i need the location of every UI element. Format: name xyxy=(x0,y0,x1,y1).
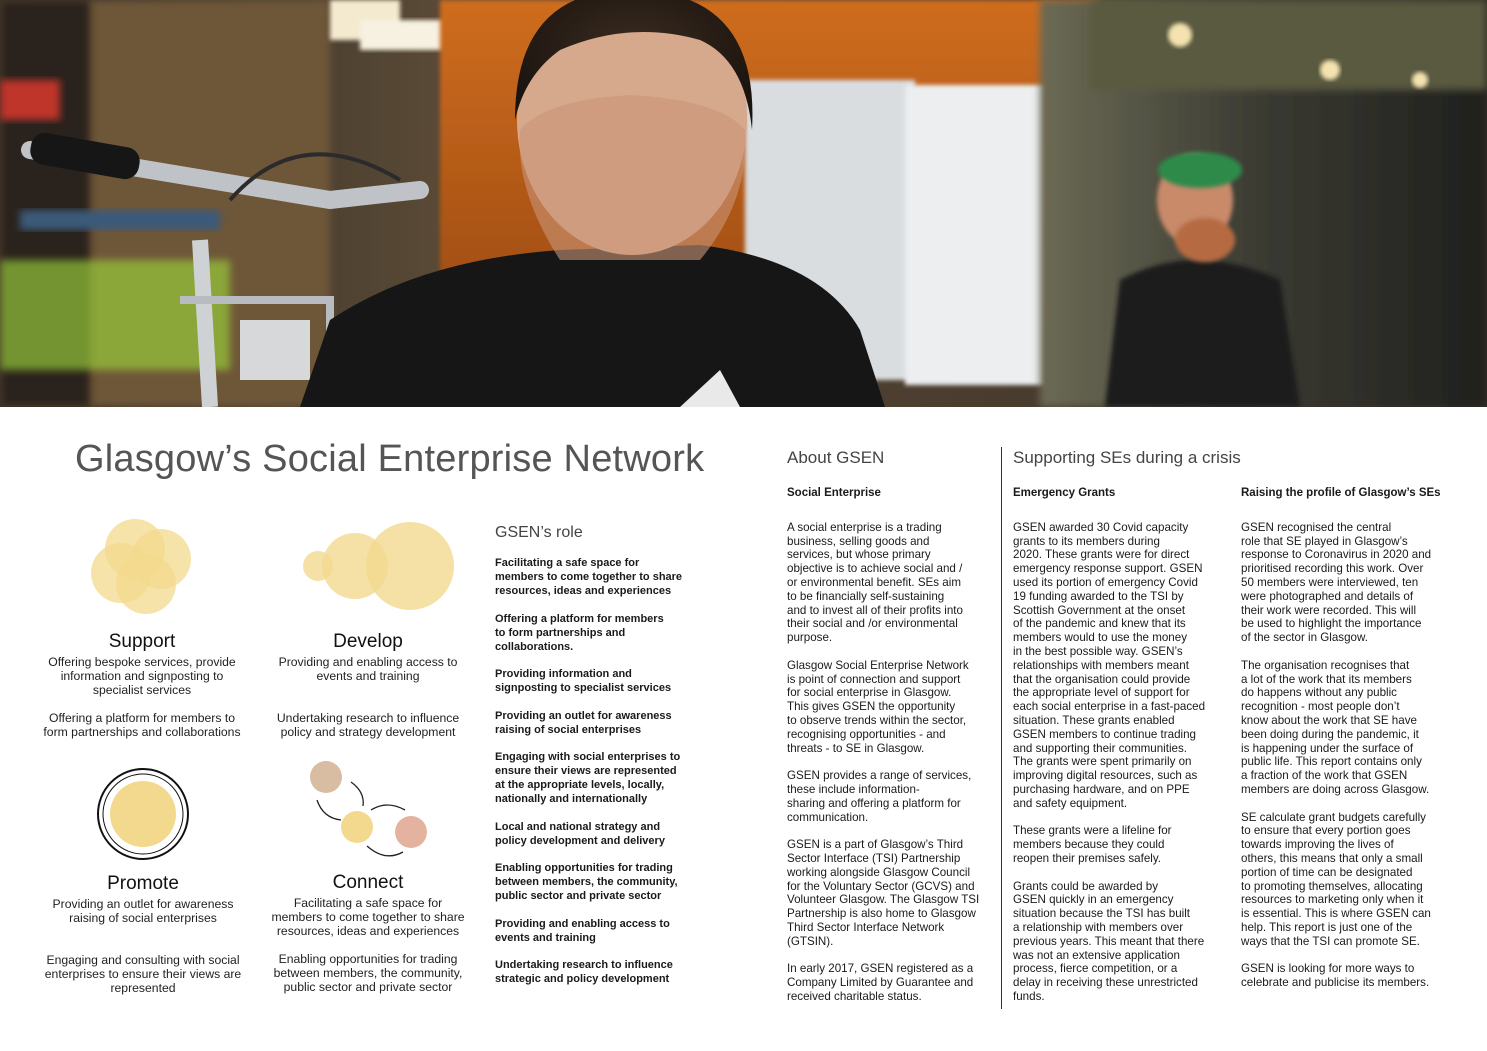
text-line: purpose. xyxy=(787,631,833,645)
text-line: between members, the community, xyxy=(495,876,678,888)
text-line: emergency response support. GSEN xyxy=(1013,562,1203,576)
text-line: nationally and internationally xyxy=(495,793,648,805)
column-divider xyxy=(1001,447,1002,1009)
paragraph xyxy=(1013,521,1228,811)
text-line: public sector and private sector xyxy=(495,890,662,902)
text-line: is point of connection and support xyxy=(787,672,961,686)
text-line: policy development and delivery xyxy=(495,834,665,847)
grants-column xyxy=(1013,487,1228,1017)
text-line: and safety equipment. xyxy=(1013,796,1128,810)
text-line: is essential. This is where GSEN can xyxy=(1241,907,1431,921)
text-line: enterprises to ensure their views are xyxy=(44,967,242,981)
text-line: prioritised recording this work. Over xyxy=(1241,562,1424,576)
text-line: situation because the TSI has built xyxy=(1013,907,1191,921)
paragraph xyxy=(787,838,997,948)
text-line: for social enterprise in Glasgow. xyxy=(787,686,952,700)
text-line: GSEN is a part of Glasgow’s Third xyxy=(787,838,964,852)
text-line: to be financially self-sustaining xyxy=(787,589,945,603)
text-line: Undertaking research to influence xyxy=(495,959,673,971)
text-line: Glasgow Social Enterprise Network xyxy=(787,658,969,672)
pillar-text xyxy=(258,711,478,739)
text-line: These grants were a lifeline for xyxy=(1013,824,1172,838)
text-line: public life. This report contains only xyxy=(1241,755,1422,769)
text-line: recognising opportunities - and xyxy=(787,727,946,741)
role-item xyxy=(495,861,705,903)
header-photo xyxy=(0,0,1487,407)
text-line: 50 members were interviewed, ten xyxy=(1241,575,1419,589)
text-line: sharing and offering a platform for xyxy=(787,796,961,810)
text-line: was not an extensive application xyxy=(1013,948,1180,962)
text-line: members to come together to share xyxy=(271,910,465,924)
text-line: Engaging with social enterprises to xyxy=(495,751,681,763)
text-line: Providing an outlet for awareness xyxy=(495,709,672,722)
pillar-promote xyxy=(32,873,254,995)
text-line: help. This report is just one of the xyxy=(1241,920,1413,934)
text-line: portion of time can be designated xyxy=(1241,865,1413,879)
text-line: be used to highlight the importance xyxy=(1241,617,1422,631)
role-title: GSEN’s role xyxy=(495,524,583,541)
text-line: towards improving the lives of xyxy=(1241,838,1394,852)
support-icon xyxy=(85,515,195,615)
text-line: GSEN awarded 30 Covid capacity xyxy=(1013,520,1189,534)
paragraph xyxy=(1241,659,1456,797)
text-line: and to invest all of their profits into xyxy=(787,603,963,617)
text-line: that the organisation could provide xyxy=(1013,672,1191,686)
text-line: members would to use the money xyxy=(1013,631,1187,645)
text-line: in the best possible way. GSEN’s xyxy=(1013,644,1183,658)
paragraph xyxy=(1241,811,1456,949)
text-line: events and training xyxy=(316,669,420,683)
text-line: Providing information and xyxy=(495,668,632,680)
text-line: do happens without any public xyxy=(1241,686,1397,700)
text-line: to form partnerships and xyxy=(495,626,626,639)
pillar-connect xyxy=(258,872,478,994)
text-line: members are doing across Glasgow. xyxy=(1241,782,1430,796)
text-line: a relationship with members over xyxy=(1013,920,1184,934)
text-line: celebrate and publicise its members. xyxy=(1241,976,1430,990)
pillar-heading: Promote xyxy=(107,873,179,894)
text-line: each social enterprise in a fast-paced xyxy=(1013,700,1206,714)
text-line: SE calculate grant budgets carefully xyxy=(1241,810,1426,824)
text-line: Third Sector Interface Network xyxy=(787,920,945,934)
text-line: policy and strategy development xyxy=(280,725,456,739)
text-line: Grants could be awarded by xyxy=(1013,879,1159,893)
bicycle-workshop-photo-icon xyxy=(0,0,1487,407)
text-line: relationships with members meant xyxy=(1013,658,1189,672)
text-line: The organisation recognises that xyxy=(1241,658,1410,672)
text-line: role that SE played in Glasgow’s xyxy=(1241,534,1408,548)
text-line: grants to its members during xyxy=(1013,534,1160,548)
text-line: or environmental benefit. SEs aim xyxy=(787,575,961,589)
text-line: business, selling goods and xyxy=(787,534,930,548)
text-line: resources, ideas and experiences xyxy=(276,924,460,938)
about-title: About GSEN xyxy=(787,448,885,467)
text-line: events and training xyxy=(495,931,596,944)
text-line: others, this means that only a small xyxy=(1241,851,1423,865)
paragraph xyxy=(787,962,997,1003)
role-list xyxy=(495,556,705,1000)
paragraph xyxy=(787,769,997,824)
text-line: Enabling opportunities for trading xyxy=(278,952,458,966)
text-line: collaborations. xyxy=(495,640,574,653)
text-line: signposting to specialist services xyxy=(495,682,672,694)
text-line: process, fierce competition, or a xyxy=(1013,962,1178,976)
pillar-heading: Develop xyxy=(333,631,403,652)
text-line: used its portion of emergency Covid xyxy=(1013,575,1198,589)
text-line: communication. xyxy=(787,810,869,824)
role-item xyxy=(495,917,705,945)
text-line: working alongside Glasgow Council xyxy=(787,865,971,879)
text-line: a lot of the work that its members xyxy=(1241,672,1412,686)
text-line: raising of social enterprises xyxy=(69,911,217,925)
text-line: Facilitating a safe space for xyxy=(293,896,443,910)
text-line: services, but whose primary xyxy=(787,548,931,562)
paragraph xyxy=(1241,521,1456,645)
text-line: know about the work that SE have xyxy=(1241,713,1417,727)
text-line: situation. These grants enabled xyxy=(1013,713,1175,727)
pillar-heading: Connect xyxy=(332,872,404,893)
text-line: Scottish Government at the onset xyxy=(1013,603,1186,617)
text-line: between members, the community, xyxy=(273,966,463,980)
text-line: to observe trends within the sector, xyxy=(787,713,967,727)
paragraph xyxy=(787,521,997,645)
text-line: resources to marketing only when it xyxy=(1241,893,1424,907)
text-line: their work were recorded. This will xyxy=(1241,603,1417,617)
about-column xyxy=(787,487,997,1017)
text-line: Undertaking research to influence xyxy=(276,711,460,725)
text-line: Providing and enabling access to xyxy=(495,917,670,930)
text-line: ensure their views are represented xyxy=(495,765,677,777)
text-line: their social and /or environmental xyxy=(787,617,958,631)
text-line: is happening under the surface of xyxy=(1241,741,1414,755)
connect-icon xyxy=(305,758,435,863)
crisis-title: Supporting SEs during a crisis xyxy=(1013,448,1241,467)
text-line: information and signposting to xyxy=(60,669,224,683)
text-line: represented xyxy=(110,981,176,995)
column-subheading: Social Enterprise xyxy=(787,487,881,499)
text-line: members to come together to share xyxy=(495,571,683,583)
pillar-heading: Support xyxy=(108,631,176,652)
text-line: Volunteer Glasgow. The Glasgow TSI xyxy=(787,893,980,907)
text-line: to promoting themselves, allocating xyxy=(1241,879,1423,893)
column-subheading: Raising the profile of Glasgow’s SEs xyxy=(1241,487,1441,499)
text-line: ways that the TSI can promote SE. xyxy=(1241,934,1420,948)
text-line: Enabling opportunities for trading xyxy=(495,862,673,874)
paragraph xyxy=(787,659,997,756)
text-line: form partnerships and collaborations xyxy=(43,725,241,739)
role-item xyxy=(495,750,705,806)
text-line: Company Limited by Guarantee and xyxy=(787,976,974,990)
text-line: for the Voluntary Sector (GCVS) and xyxy=(787,879,975,893)
paragraph xyxy=(1241,962,1456,990)
text-line: GSEN provides a range of services, xyxy=(787,769,972,783)
pillar-support xyxy=(32,631,252,739)
text-line: GSEN recognised the central xyxy=(1241,520,1392,534)
text-line: of the sector in Glasgow. xyxy=(1241,631,1368,645)
role-item xyxy=(495,612,705,654)
text-line: been doing during the pandemic, it xyxy=(1241,727,1419,741)
text-line: Providing and enabling access to xyxy=(278,655,458,669)
text-line: funds. xyxy=(1013,989,1045,1003)
text-line: GSEN members to continue trading xyxy=(1013,727,1197,741)
text-line: to ensure that every portion goes xyxy=(1241,824,1411,838)
text-line: 19 funding awarded to the TSI by xyxy=(1013,589,1184,603)
promote-icon xyxy=(95,766,191,862)
pillar-text xyxy=(258,952,478,994)
text-line: raising of social enterprises xyxy=(495,723,642,736)
text-line: 2020. These grants were for direct xyxy=(1013,548,1190,562)
page-title: Glasgow’s Social Enterprise Network xyxy=(75,438,705,480)
text-line: Providing an outlet for awareness xyxy=(52,897,234,911)
text-line: specialist services xyxy=(92,683,192,697)
pillar-text xyxy=(258,655,478,683)
text-line: Partnership is also home to Glasgow xyxy=(787,907,976,921)
pillar-text xyxy=(32,953,254,995)
text-line: Local and national strategy and xyxy=(495,820,661,833)
text-line: previous years. This meant that there xyxy=(1013,934,1205,948)
text-line: (GTSIN). xyxy=(787,934,834,948)
text-line: a fraction of the work that GSEN xyxy=(1241,769,1408,783)
role-item xyxy=(495,709,705,737)
text-line: and supporting their communities. xyxy=(1013,741,1187,755)
pillar-text xyxy=(32,897,254,925)
develop-icon xyxy=(300,520,460,615)
role-item xyxy=(495,820,705,848)
text-line: received charitable status. xyxy=(787,989,922,1003)
text-line: response to Coronavirus in 2020 and xyxy=(1241,548,1432,562)
text-line: In early 2017, GSEN registered as a xyxy=(787,962,974,976)
role-item xyxy=(495,667,705,695)
text-line: reopen their premises safely. xyxy=(1013,851,1161,865)
profile-column xyxy=(1241,487,1456,1004)
text-line: Sector Interface (TSI) Partnership xyxy=(787,851,961,865)
pillar-text xyxy=(32,711,252,739)
text-line: public sector and private sector xyxy=(283,980,453,994)
text-line: GSEN is looking for more ways to xyxy=(1241,962,1415,976)
pillar-text xyxy=(258,896,478,938)
text-line: resources, ideas and experiences xyxy=(495,585,672,597)
text-line: at the appropriate levels, locally, xyxy=(495,779,665,791)
text-line: improving digital resources, such as xyxy=(1013,769,1198,783)
paragraph xyxy=(1013,824,1228,865)
paragraph xyxy=(1013,880,1228,1004)
text-line: strategic and policy development xyxy=(495,973,670,985)
text-line: of the pandemic and knew that its xyxy=(1013,617,1186,631)
text-line: threats - to SE in Glasgow. xyxy=(787,741,925,755)
text-line: The grants were spent primarily on xyxy=(1013,755,1192,769)
text-line: Offering a platform for members xyxy=(495,612,664,625)
text-line: the appropriate level of support for xyxy=(1013,686,1190,700)
text-line: members because they could xyxy=(1013,838,1165,852)
text-line: GSEN quickly in an emergency xyxy=(1013,893,1174,907)
text-line: Offering bespoke services, provide xyxy=(48,655,236,669)
pillar-text xyxy=(32,655,252,697)
text-line: purchasing hardware, and on PPE xyxy=(1013,782,1190,796)
text-line: were photographed and details of xyxy=(1241,589,1414,603)
text-line: delay in receiving these unrestricted xyxy=(1013,976,1198,990)
text-line: This gives GSEN the opportunity xyxy=(787,700,956,714)
text-line: A social enterprise is a trading xyxy=(787,520,942,534)
text-line: these include information- xyxy=(787,782,920,796)
text-line: Facilitating a safe space for xyxy=(495,557,640,569)
role-item xyxy=(495,958,705,986)
text-line: objective is to achieve social and / xyxy=(787,562,963,576)
text-line: Offering a platform for members to xyxy=(48,711,236,725)
column-subheading: Emergency Grants xyxy=(1013,487,1116,499)
text-line: Engaging and consulting with social xyxy=(46,953,240,967)
text-line: recognition - most people don’t xyxy=(1241,700,1400,714)
pillar-develop xyxy=(258,631,478,739)
role-item xyxy=(495,556,705,598)
